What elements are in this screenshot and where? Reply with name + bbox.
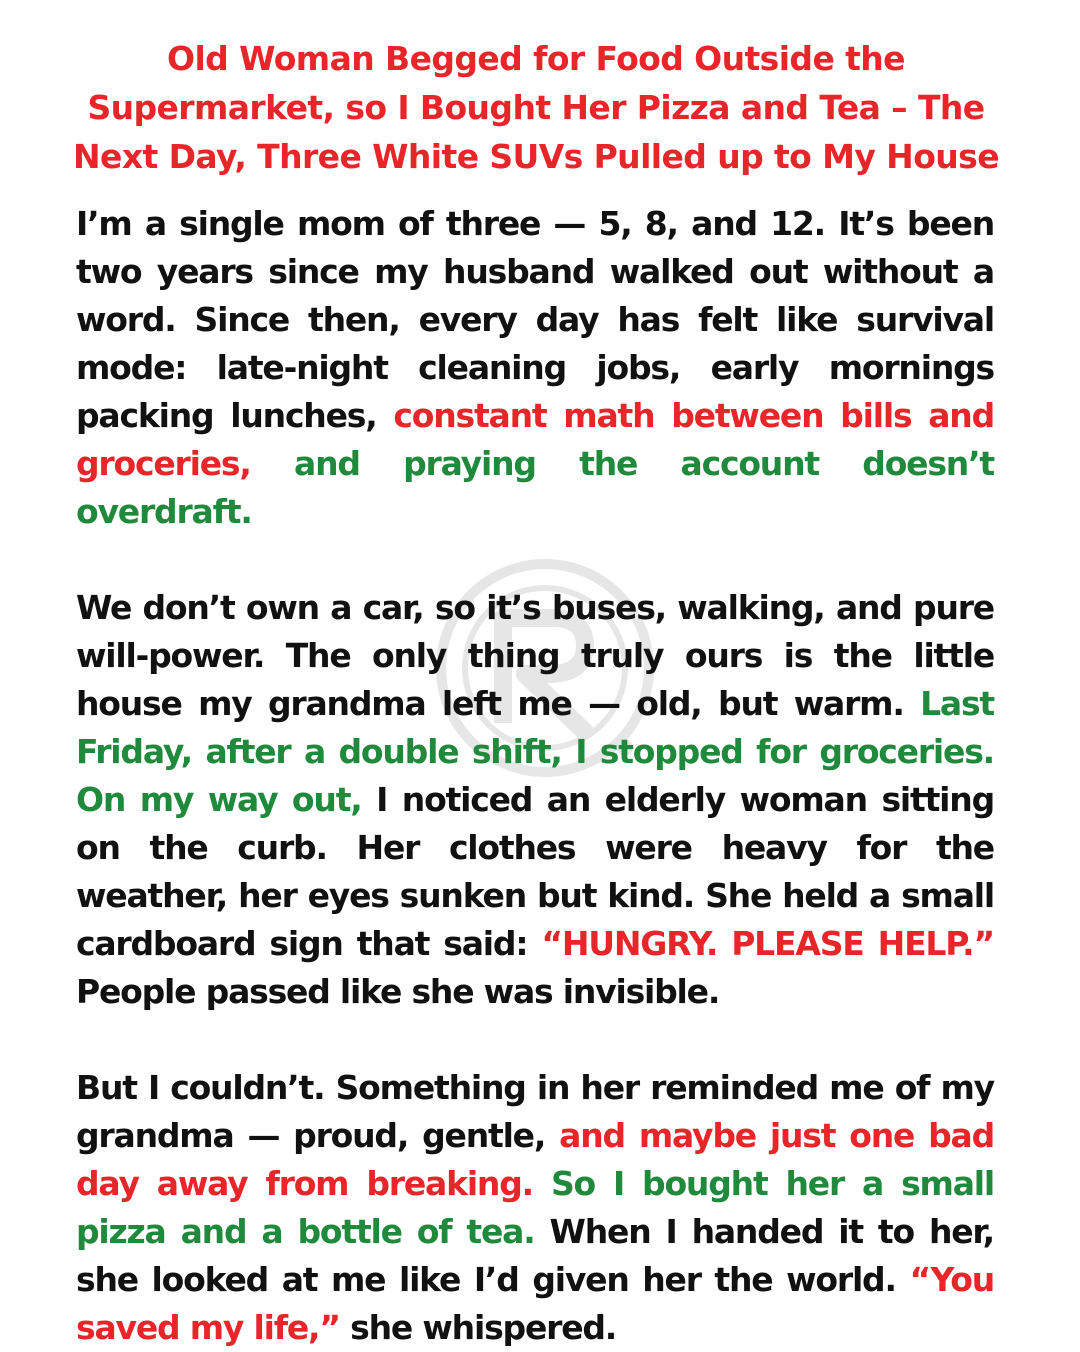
- paragraph-2: [76, 584, 994, 1016]
- paragraph-1-space: [251, 444, 294, 483]
- paragraph-2-highlight-green: Last Friday, after a double shift, I stopped for groceries. On my way out,: [76, 684, 994, 819]
- paragraph-1-text: I’m a single mom of three — 5, 8, and 12. It’s been two years since my husband walked out without a word. Since then, every day has felt like survival mode: late-night cleaning jobs, early mornings packing lunches,: [76, 204, 994, 435]
- paragraph-1: [76, 200, 994, 536]
- headline: [70, 34, 1002, 181]
- paragraph-3-highlight-green: So I bought her a small pizza and a bottle of tea.: [76, 1164, 994, 1251]
- paragraph-2-text-b: I noticed an elderly woman sitting on the curb. Her clothes were heavy for the weather, her eyes sunken but kind. She held a small cardboard sign that said:: [76, 780, 994, 963]
- paragraph-3-highlight-red-b: “You saved my life,”: [76, 1260, 994, 1347]
- paragraph-3-text-c: she whispered.: [339, 1308, 617, 1347]
- paragraph-2-text-a: We don’t own a car, so it’s buses, walking, and pure will-power. The only thing truly ours is the little house my grandma left me — old, but warm.: [76, 588, 994, 723]
- paragraph-3-space: [533, 1164, 551, 1203]
- paragraph-1-highlight-green: and praying the account doesn’t overdraft.: [76, 444, 994, 531]
- paragraph-2-text-c: People passed like she was invisible.: [76, 972, 720, 1011]
- paragraph-1-highlight-red: constant math between bills and groceries,: [76, 396, 994, 483]
- paragraph-3-text-b: When I handed it to her, she looked at me like I’d given her the world.: [76, 1212, 994, 1299]
- paragraph-2-highlight-red: “HUNGRY. PLEASE HELP.”: [541, 924, 994, 963]
- paragraph-3: [76, 1064, 994, 1352]
- headline-line-3: Next Day, Three White SUVs Pulled up to My House: [73, 137, 999, 176]
- paragraph-3-highlight-red-a: and maybe just one bad day away from breaking.: [76, 1116, 994, 1203]
- paragraph-3-text-a: But I couldn’t. Something in her reminded me of my grandma — proud, gentle,: [76, 1068, 994, 1155]
- story-body: [76, 200, 994, 1352]
- headline-line-2: Supermarket, so I Bought Her Pizza and Tea – The: [87, 88, 985, 127]
- headline-line-1: Old Woman Begged for Food Outside the: [167, 39, 905, 78]
